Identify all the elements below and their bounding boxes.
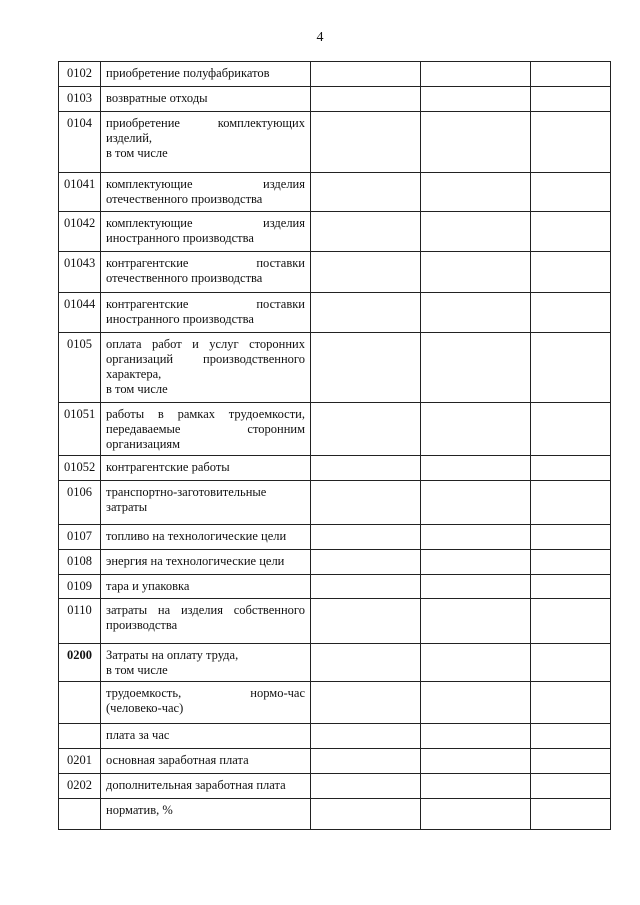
row-code: 0102: [59, 62, 101, 87]
table-body: [59, 62, 611, 830]
empty-value-cell: [421, 173, 531, 212]
empty-value-cell: [311, 525, 421, 550]
description-line: в том числе: [106, 663, 168, 677]
empty-value-cell: [311, 87, 421, 112]
empty-value-cell: [531, 87, 611, 112]
empty-value-cell: [311, 112, 421, 173]
row-code: 01051: [59, 403, 101, 456]
empty-value-cell: [311, 252, 421, 293]
row-description: [101, 682, 311, 724]
table-row: [59, 724, 611, 749]
empty-value-cell: [531, 333, 611, 403]
empty-value-cell: [311, 644, 421, 682]
empty-value-cell: [421, 644, 531, 682]
row-code: [59, 724, 101, 749]
description-line: плата за час: [106, 728, 170, 742]
row-code: 0201: [59, 749, 101, 774]
empty-value-cell: [531, 724, 611, 749]
empty-value-cell: [531, 575, 611, 599]
description-line: иностранного производства: [106, 231, 254, 245]
description-line: передаваемые сторонним: [106, 422, 305, 436]
row-code: 0108: [59, 550, 101, 575]
row-description: [101, 112, 311, 173]
empty-value-cell: [421, 599, 531, 644]
description-line: производства: [106, 618, 178, 632]
empty-value-cell: [421, 550, 531, 575]
empty-value-cell: [421, 87, 531, 112]
row-code: 01042: [59, 212, 101, 252]
empty-value-cell: [311, 481, 421, 525]
table-row: [59, 481, 611, 525]
empty-value-cell: [421, 799, 531, 830]
description-line: норматив, %: [106, 803, 173, 817]
empty-value-cell: [421, 252, 531, 293]
table-row: [59, 682, 611, 724]
row-code: 0106: [59, 481, 101, 525]
row-description: [101, 481, 311, 525]
description-line: изделий,: [106, 131, 153, 145]
row-description: [101, 456, 311, 481]
row-code: [59, 799, 101, 830]
row-description: [101, 774, 311, 799]
empty-value-cell: [311, 724, 421, 749]
row-description: [101, 333, 311, 403]
empty-value-cell: [421, 403, 531, 456]
table-row: [59, 333, 611, 403]
empty-value-cell: [531, 252, 611, 293]
empty-value-cell: [531, 62, 611, 87]
empty-value-cell: [421, 293, 531, 333]
empty-value-cell: [531, 293, 611, 333]
empty-value-cell: [531, 599, 611, 644]
description-line: приобретение полуфабрикатов: [106, 66, 270, 80]
description-line: затраты: [106, 500, 148, 514]
table-row: [59, 575, 611, 599]
description-line: организациям: [106, 437, 181, 451]
row-code: 0104: [59, 112, 101, 173]
row-description: [101, 252, 311, 293]
row-code: 01044: [59, 293, 101, 333]
row-code: 0110: [59, 599, 101, 644]
empty-value-cell: [421, 724, 531, 749]
row-code: 0109: [59, 575, 101, 599]
row-code: 01043: [59, 252, 101, 293]
description-line: отечественного производства: [106, 271, 263, 285]
description-line: оплата работ и услуг сторонних: [106, 337, 305, 351]
empty-value-cell: [311, 550, 421, 575]
table-row: [59, 599, 611, 644]
table-row: [59, 252, 611, 293]
row-description: [101, 212, 311, 252]
row-description: [101, 87, 311, 112]
description-line: затраты на изделия собственного: [106, 603, 305, 617]
table-row: [59, 112, 611, 173]
empty-value-cell: [531, 682, 611, 724]
description-line: (человеко-час): [106, 701, 184, 715]
empty-value-cell: [311, 293, 421, 333]
row-code: [59, 682, 101, 724]
table-row: [59, 87, 611, 112]
empty-value-cell: [531, 550, 611, 575]
description-line: возвратные отходы: [106, 91, 208, 105]
description-line: контрагентские поставки: [106, 256, 305, 270]
description-line: дополнительная заработная плата: [106, 778, 286, 792]
row-code: 01052: [59, 456, 101, 481]
empty-value-cell: [421, 525, 531, 550]
empty-value-cell: [311, 682, 421, 724]
description-line: трудоемкость, нормо-час: [106, 686, 305, 700]
empty-value-cell: [531, 112, 611, 173]
description-line: энергия на технологические цели: [106, 554, 285, 568]
description-line: работы в рамках трудоемкости,: [106, 407, 305, 421]
empty-value-cell: [311, 62, 421, 87]
empty-value-cell: [311, 173, 421, 212]
empty-value-cell: [311, 575, 421, 599]
description-line: в том числе: [106, 382, 168, 396]
table-row: [59, 62, 611, 87]
empty-value-cell: [531, 456, 611, 481]
row-code: 0103: [59, 87, 101, 112]
row-description: [101, 293, 311, 333]
empty-value-cell: [531, 799, 611, 830]
empty-value-cell: [421, 333, 531, 403]
description-line: комплектующие изделия: [106, 216, 305, 230]
empty-value-cell: [531, 644, 611, 682]
empty-value-cell: [531, 749, 611, 774]
row-description: [101, 799, 311, 830]
table-row: [59, 550, 611, 575]
description-line: контрагентские поставки: [106, 297, 305, 311]
description-line: Затраты на оплату труда,: [106, 648, 239, 662]
row-description: [101, 525, 311, 550]
empty-value-cell: [421, 575, 531, 599]
empty-value-cell: [311, 799, 421, 830]
table-row: [59, 774, 611, 799]
empty-value-cell: [531, 212, 611, 252]
description-line: комплектующие изделия: [106, 177, 305, 191]
empty-value-cell: [311, 774, 421, 799]
empty-value-cell: [311, 212, 421, 252]
description-line: контрагентские работы: [106, 460, 230, 474]
description-line: приобретение комплектующих: [106, 116, 305, 130]
table-row: [59, 293, 611, 333]
row-code: 0107: [59, 525, 101, 550]
empty-value-cell: [311, 403, 421, 456]
table-row: [59, 749, 611, 774]
description-line: тара и упаковка: [106, 579, 190, 593]
empty-value-cell: [421, 481, 531, 525]
description-line: характера,: [106, 367, 162, 381]
table-row: [59, 212, 611, 252]
empty-value-cell: [421, 112, 531, 173]
description-line: иностранного производства: [106, 312, 254, 326]
row-code: 0200: [59, 644, 101, 682]
table-row: [59, 799, 611, 830]
row-description: [101, 599, 311, 644]
table-row: [59, 456, 611, 481]
empty-value-cell: [421, 456, 531, 481]
empty-value-cell: [311, 749, 421, 774]
empty-value-cell: [421, 682, 531, 724]
row-description: [101, 724, 311, 749]
empty-value-cell: [531, 403, 611, 456]
description-line: основная заработная плата: [106, 753, 249, 767]
table-row: [59, 644, 611, 682]
page-number: 4: [316, 30, 324, 45]
row-code: 0202: [59, 774, 101, 799]
cost-items-table: [58, 61, 611, 830]
empty-value-cell: [421, 212, 531, 252]
row-description: [101, 644, 311, 682]
empty-value-cell: [311, 333, 421, 403]
table-row: [59, 173, 611, 212]
row-description: [101, 403, 311, 456]
description-line: в том числе: [106, 146, 168, 160]
row-description: [101, 62, 311, 87]
empty-value-cell: [531, 173, 611, 212]
description-line: топливо на технологические цели: [106, 529, 287, 543]
empty-value-cell: [531, 525, 611, 550]
row-description: [101, 575, 311, 599]
empty-value-cell: [421, 749, 531, 774]
description-line: транспортно-заготовительные: [106, 485, 267, 499]
description-line: отечественного производства: [106, 192, 263, 206]
empty-value-cell: [531, 481, 611, 525]
empty-value-cell: [421, 62, 531, 87]
row-code: 01041: [59, 173, 101, 212]
table-row: [59, 525, 611, 550]
empty-value-cell: [311, 456, 421, 481]
empty-value-cell: [531, 774, 611, 799]
row-code: 0105: [59, 333, 101, 403]
empty-value-cell: [311, 599, 421, 644]
row-description: [101, 749, 311, 774]
row-description: [101, 173, 311, 212]
description-line: организаций производственного: [106, 352, 305, 366]
row-description: [101, 550, 311, 575]
table-row: [59, 403, 611, 456]
empty-value-cell: [421, 774, 531, 799]
